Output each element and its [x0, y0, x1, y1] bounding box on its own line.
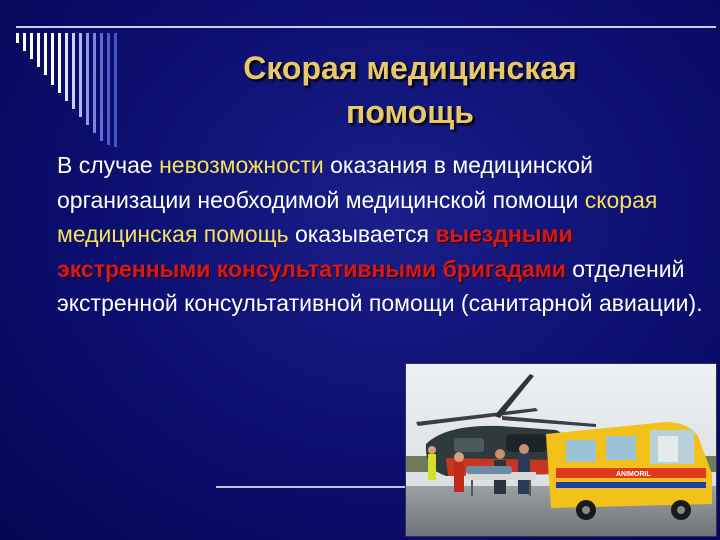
- divider-line: [216, 486, 416, 488]
- title-line-2: помощь: [346, 94, 474, 130]
- ambulance-helicopter-photo: [405, 363, 717, 537]
- body-paragraph: [57, 148, 707, 321]
- highlight-emergency-care: скорая медицинская помощь: [57, 186, 658, 247]
- photo-illustration: [406, 364, 716, 536]
- body-text-3: оказывается: [288, 221, 436, 247]
- highlight-impossibility: невозможности: [159, 152, 324, 178]
- body-text-2: оказания в медицинской организации необходимой медицинской помощи: [57, 152, 593, 213]
- ambulance-label: ANIMORIL: [616, 471, 651, 478]
- body-text-1: В случае: [57, 152, 160, 178]
- body-text-4: отделений экстренной консультативной помощи (санитарной авиации).: [57, 255, 703, 316]
- highlight-brigades: выездными экстренными консультативными бригадами: [57, 221, 573, 282]
- title-line-1: Скорая медицинская: [243, 50, 577, 86]
- slide-title: [170, 46, 650, 134]
